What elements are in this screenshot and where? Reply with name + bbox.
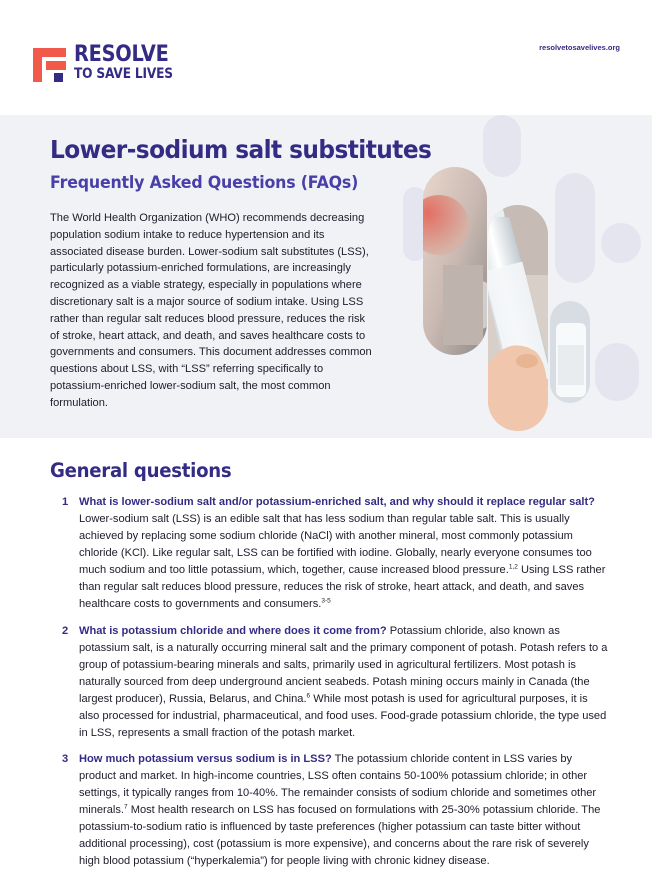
- faq-number: 3: [62, 753, 69, 765]
- faq-number: 1: [62, 496, 69, 508]
- logo-mark-icon: [30, 45, 68, 85]
- brand-logo[interactable]: [30, 42, 190, 88]
- logo-line-2: TO SAVE LIVES: [74, 66, 173, 82]
- page-header: [0, 0, 652, 115]
- salt-shaker-photo-collage: [395, 115, 652, 438]
- intro-paragraph: The World Health Organization (WHO) recommends decreasing population sodium intake to reduce hypertension and its associated disease burden. Lower-sodium salt substitutes (LSS), particularly potassium-enriched formulations, are increasingly recognized as a viable strategy, especially in populations where discretionary salt is a major source of sodium intake. Using LSS rather than regular salt reduces blood pressure, reduces the risk of stroke, heart attack, and death, and saves healthcare costs to governments and consumers. This document addresses common questions about LSS, with “LSS” referring specifically to potassium-enriched lower-sodium salt, the most common formulation.: [50, 212, 372, 409]
- faq-question: What is potassium chloride and where does it come from?: [79, 625, 387, 637]
- faq-body: [79, 751, 610, 870]
- faq-question: How much potassium versus sodium is in LSS?: [79, 753, 332, 765]
- page-subtitle: Frequently Asked Questions (FAQs): [50, 173, 359, 193]
- logo-line-1: RESOLVE: [74, 41, 169, 67]
- hero-section: [0, 115, 652, 438]
- faq-body: [79, 623, 610, 742]
- citation-ref: 7: [124, 803, 128, 811]
- faq-question: What is lower-sodium salt and/or potassium-enriched salt, and why should it replace regular salt?: [79, 496, 595, 508]
- citation-ref: 6: [306, 692, 311, 700]
- faq-body: [79, 494, 610, 613]
- faq-answer: The potassium chloride content in LSS varies by product and market. In high-income countries, LSS often contains 50-100% potassium chloride; in other settings, it typically ranges from 10-40%. The remainder consists of sodium chloride and sometimes other minerals.: [79, 753, 597, 816]
- faq-number: 2: [62, 625, 69, 637]
- website-link[interactable]: resolvetosavelives.org: [539, 43, 620, 52]
- faq-item: [62, 623, 610, 742]
- faq-item: [62, 751, 610, 870]
- faq-item: [62, 494, 610, 613]
- citation-ref: 1,2: [508, 563, 518, 571]
- faq-answer: Lower-sodium salt (LSS) is an edible salt that has less sodium than regular table salt. This is usually achieved by replacing some sodium chloride (NaCl) with another mineral, most commonly potassium chloride (KCl). Like regular salt, LSS can be fortified with iodine. Globally, nearly everyone consumes too much sodium and too little potassium, which, together, cause increased blood pressure.: [79, 513, 592, 576]
- citation-ref: 3-5: [321, 597, 331, 605]
- page-title: Lower-sodium salt substitutes: [50, 135, 432, 164]
- section-title: General questions: [50, 459, 232, 482]
- logo-wordmark: [74, 42, 192, 83]
- faq-answer-cont: Most health research on LSS has focused on formulations with 25-30% potassium chloride. The potassium-to-sodium ratio is influenced by taste preferences (higher potassium can taste bitter without additional processing), cost (potassium is more expensive), and concerns about the rare risk of severely high blood potassium (“hyperkalemia”) for people living with chronic kidney disease.: [79, 804, 601, 867]
- faq-answer-cont: While most potash is used for agricultural purposes, it is also processed for industrial, pharmaceutical, and food uses. Food-grade potassium chloride, the type used in LSS, represents a small fraction of the potash market.: [79, 693, 607, 739]
- faq-answer-cont: Using LSS rather than regular salt reduces blood pressure, reduces the risk of stroke, heart attack, and death, and saves healthcare costs to governments and consumers.: [79, 564, 606, 610]
- faq-answer: Potassium chloride, also known as potassium salt, is a naturally occurring mineral salt and the primary component of potash. Potash refers to a group of potassium-bearing minerals and salts, primarily used in agricultural fertilizers. Most potash is naturally sourced from deep underground ancient seabeds. Potash mining occurs mainly in Canada (the largest producer), Russia, Belarus, and China.: [79, 625, 608, 705]
